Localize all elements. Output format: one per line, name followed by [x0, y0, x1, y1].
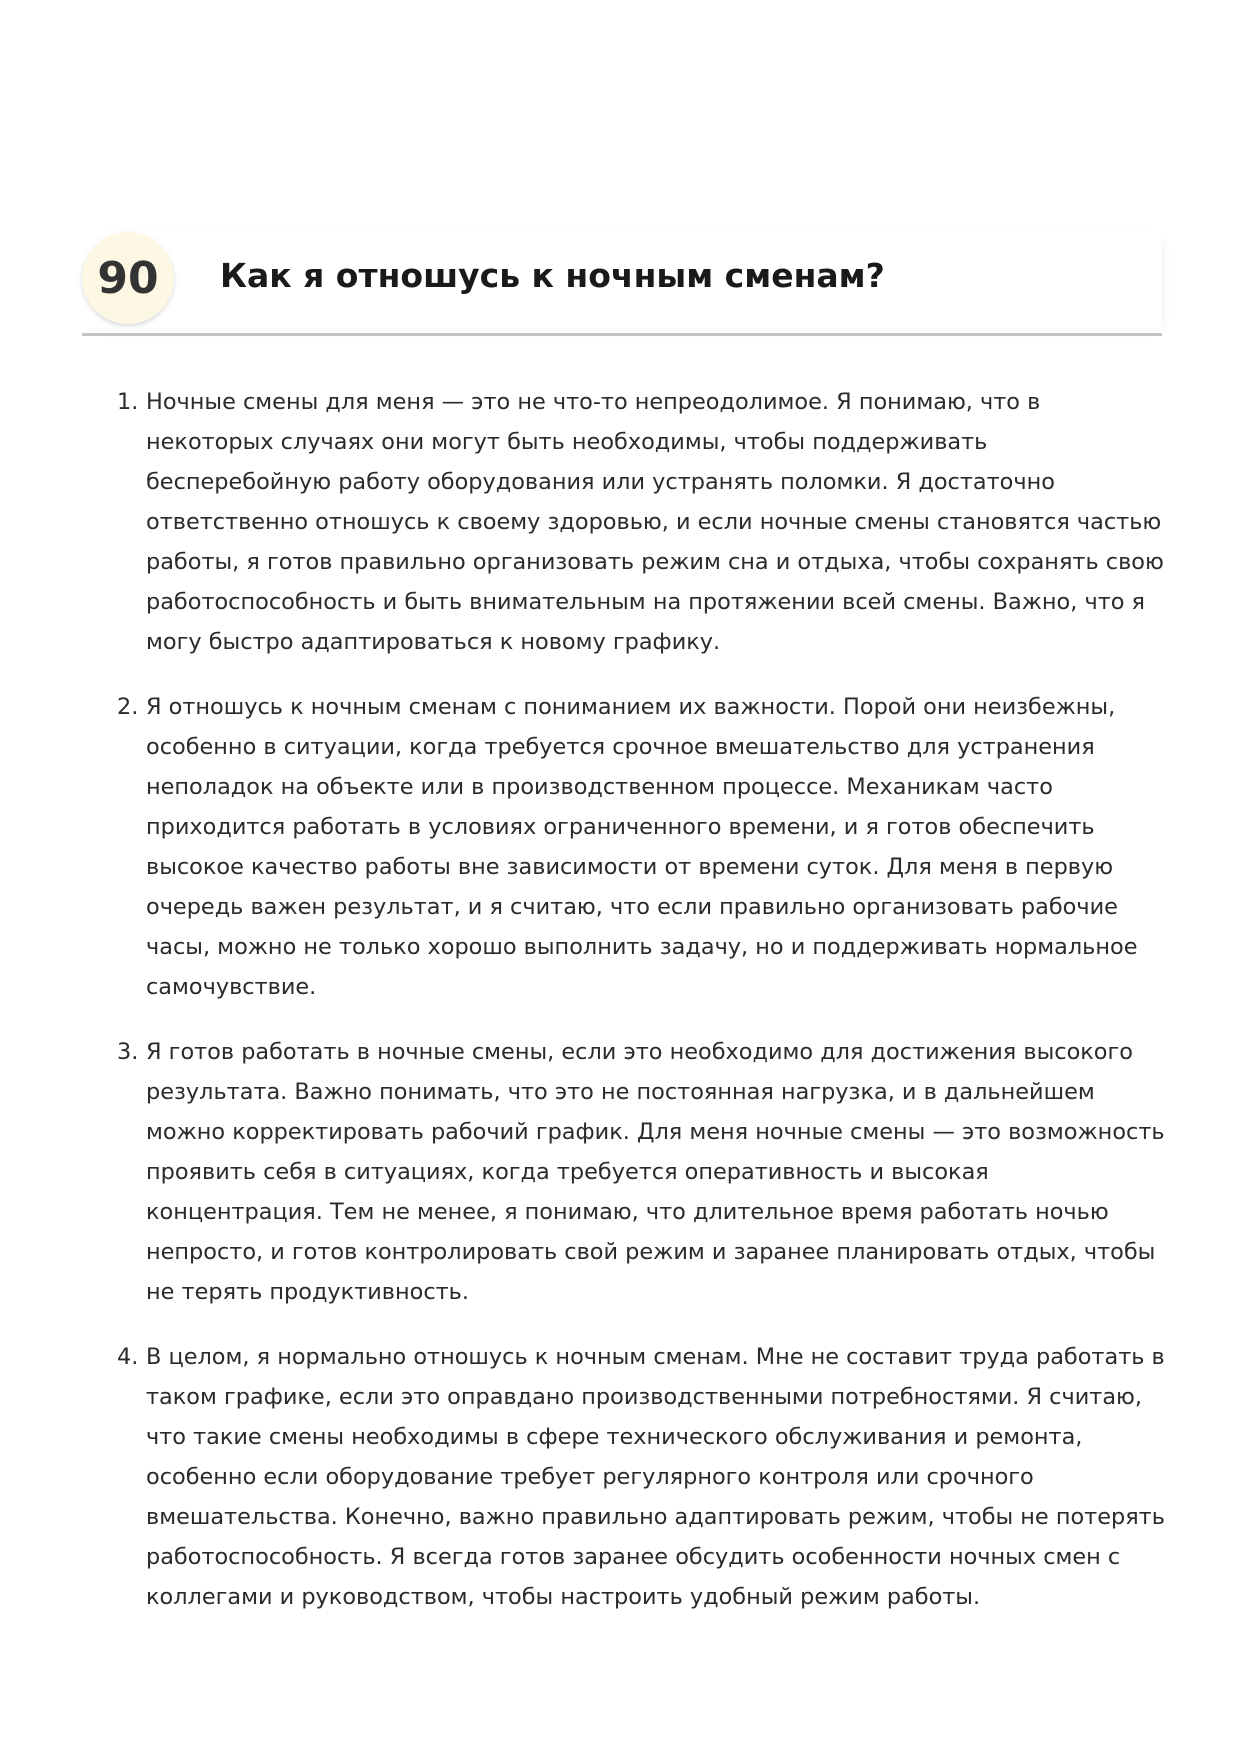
answer-item — [0, 382, 1166, 662]
answer-list — [0, 382, 1239, 1642]
question-number-badge: 90 — [82, 232, 174, 324]
answer-text: Я отношусь к ночным сменам с пониманием их важности. Порой они неизбежны, особенно в ситуации, когда требуется срочное вмешательство для устранения неполадок на объекте или в производственном процессе. Механикам часто приходится работать в условиях ограниченного времени, и я готов обеспечить высокое качество работы вне зависимости от времени суток. Для меня в первую очередь важен результат, и я считаю, что если правильно организовать рабочие часы, можно не только хорошо выполнить задачу, но и поддерживать нормальное самочувствие. — [146, 694, 1138, 1000]
answer-number: 2. — [117, 694, 139, 720]
answer-text: В целом, я нормально отношусь к ночным сменам. Мне не составит труда работать в таком графике, если это оправдано производственными потребностями. Я считаю, что такие смены необходимы в сфере технического обслуживания и ремонта, особенно если оборудование требует регулярного контроля или срочного вмешательства. Конечно, важно правильно адаптировать режим, чтобы не потерять работоспособность. Я всегда готов заранее обсудить особенности ночных смен с коллегами и руководством, чтобы настроить удобный режим работы. — [146, 1344, 1165, 1610]
question-header — [82, 232, 1162, 336]
answer-item — [0, 1032, 1166, 1312]
answer-number: 1. — [117, 389, 139, 415]
answer-item — [0, 687, 1166, 1007]
answer-text: Ночные смены для меня — это не что-то непреодолимое. Я понимаю, что в некоторых случаях они могут быть необходимы, чтобы поддерживать бесперебойную работу оборудования или устранять поломки. Я достаточно ответственно отношусь к своему здоровью, и если ночные смены становятся частью работы, я готов правильно организовать режим сна и отдыха, чтобы сохранять свою работоспособность и быть внимательным на протяжении всей смены. Важно, что я могу быстро адаптироваться к новому графику. — [146, 389, 1164, 655]
answer-item — [0, 1337, 1166, 1617]
answer-number: 3. — [117, 1039, 139, 1065]
answer-text: Я готов работать в ночные смены, если это необходимо для достижения высокого результата. Важно понимать, что это не постоянная нагрузка, и в дальнейшем можно корректировать рабочий график. Для меня ночные смены — это возможность проявить себя в ситуациях, когда требуется оперативность и высокая концентрация. Тем не менее, я понимаю, что длительное время работать ночью непросто, и готов контролировать свой режим и заранее планировать отдых, чтобы не терять продуктивность. — [146, 1039, 1165, 1305]
answer-number: 4. — [117, 1344, 139, 1370]
question-title: Как я отношусь к ночным сменам? — [220, 256, 885, 295]
